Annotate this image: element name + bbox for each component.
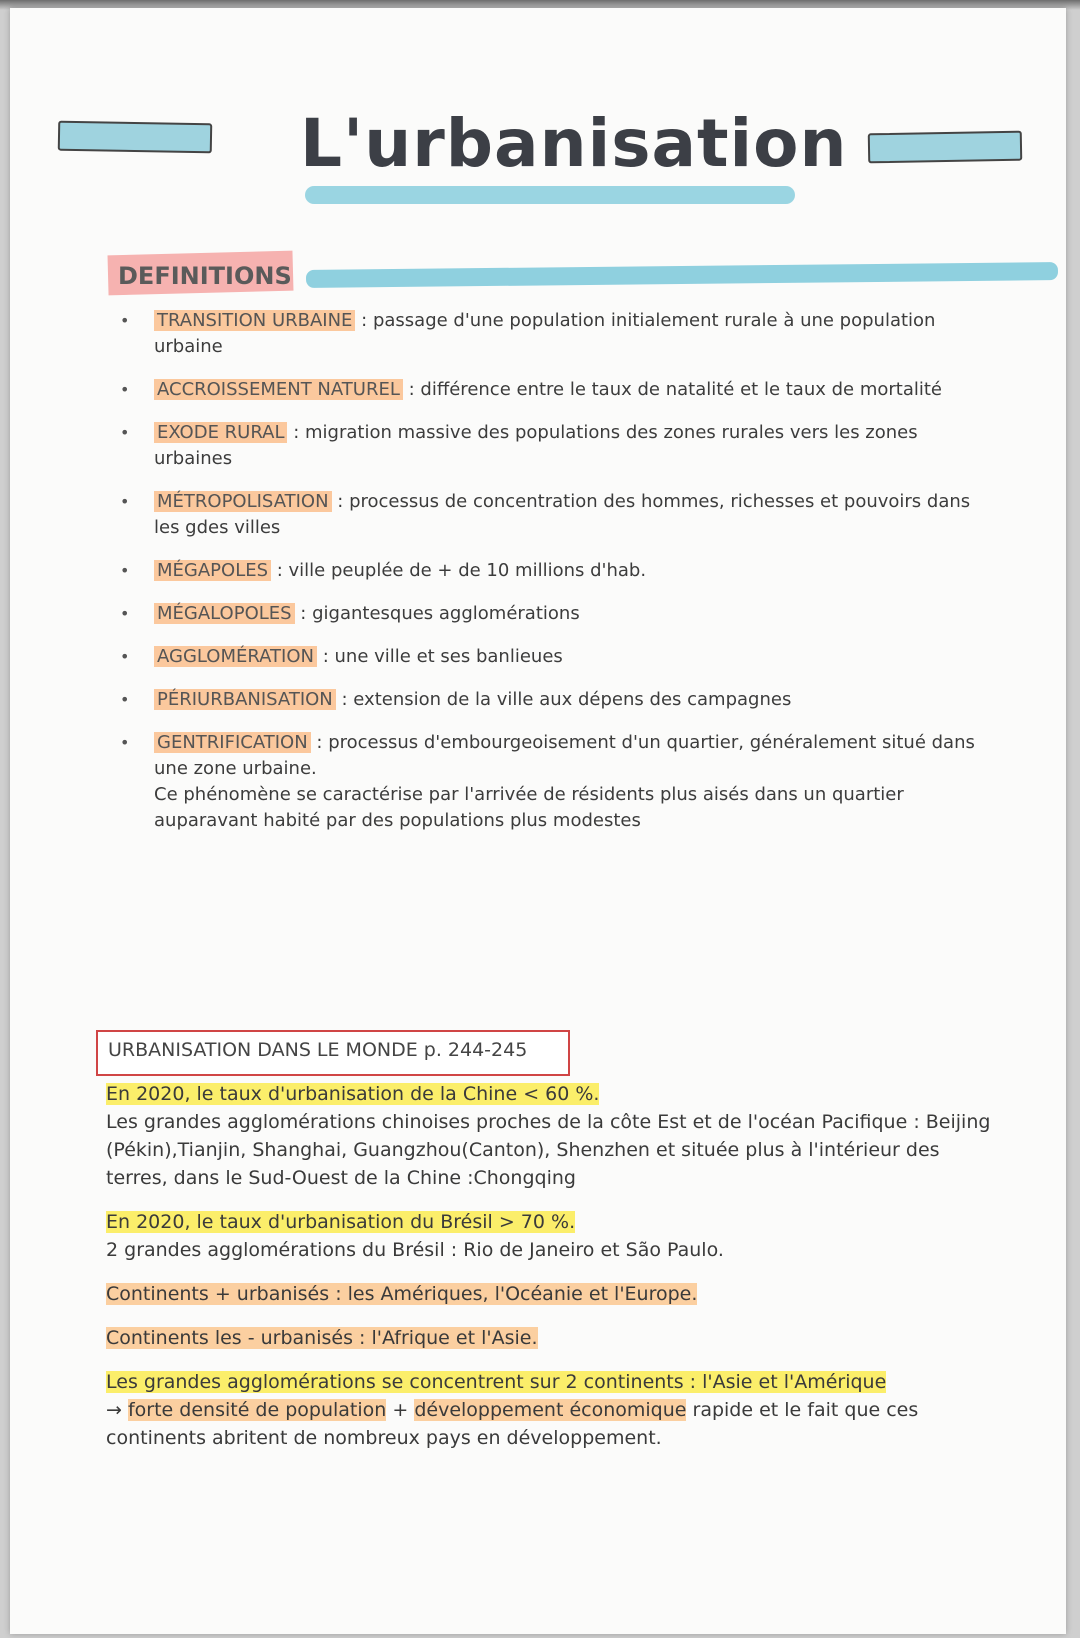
brazil-highlight: En 2020, le taux d'urbanisation du Brésil > 70 %. <box>106 1211 576 1233</box>
china-paragraph <box>106 1080 1006 1192</box>
definition-text: processus d'embourgeoisement d'un quartier, généralement situé dans une zone urbaine. <box>154 732 975 779</box>
definition-text: passage d'une population initialement rurale à une population urbaine <box>154 310 936 357</box>
definition-item: • EXODE RURAL : migration massive des populations des zones rurales vers les zones urbaines <box>120 422 918 469</box>
definition-text: différence entre le taux de natalité et le taux de mortalité <box>420 379 943 400</box>
most-urbanized-text: Continents + urbanisés : les Amériques, l'Océanie et l'Europe. <box>106 1283 698 1305</box>
concentration-highlight: Les grandes agglomérations se concentrent sur 2 continents : l'Asie et l'Amérique <box>106 1371 887 1393</box>
most-urbanized-paragraph <box>106 1280 1006 1308</box>
definitions-heading: DEFINITIONS <box>118 262 292 290</box>
development-highlight: développement économique <box>414 1399 687 1421</box>
least-urbanized-text: Continents les - urbanisés : l'Afrique et l'Asie. <box>106 1327 538 1349</box>
density-highlight: forte densité de population <box>127 1399 387 1421</box>
definition-item: • GENTRIFICATION : processus d'embourgeoisement d'un quartier, généralement situé dans une zone urbaine. Ce phénomène se caractérise par l'arrivée de résidents plus aisés dans un quartier auparavant habité par des populations plus modestes <box>110 730 980 834</box>
arrow-icon: → <box>106 1399 128 1421</box>
definition-item: • MÉGAPOLES : ville peuplée de + de 10 millions d'hab. <box>120 560 647 581</box>
definition-text: gigantesques agglomérations <box>312 603 580 624</box>
least-urbanized-paragraph <box>106 1324 1006 1352</box>
title-deco-right <box>868 131 1023 164</box>
title-deco-left <box>58 121 213 154</box>
definition-term: TRANSITION URBAINE <box>154 310 355 331</box>
definition-text: extension de la ville aux dépens des campagnes <box>353 689 792 710</box>
definition-extra-text: Ce phénomène se caractérise par l'arrivée de résidents plus aisés dans un quartier auparavant habité par des populations plus modestes <box>154 784 904 831</box>
definition-item: • PÉRIURBANISATION : extension de la ville aux dépens des campagnes <box>120 689 792 710</box>
definition-text: migration massive des populations des zones rurales vers les zones urbaines <box>154 422 918 469</box>
concentration-rest: rapide et le fait que ces continents abritent de nombreux pays en développement. <box>106 1399 919 1449</box>
page-title: L'urbanisation <box>300 105 848 182</box>
world-heading: URBANISATION DANS LE MONDE p. 244-245 <box>108 1039 528 1061</box>
world-section <box>106 1080 1006 1468</box>
definition-term: MÉTROPOLISATION <box>154 491 332 512</box>
definitions-list <box>110 308 980 851</box>
definition-term: GENTRIFICATION <box>154 732 311 753</box>
definition-item: • AGGLOMÉRATION : une ville et ses banlieues <box>120 646 563 667</box>
brazil-text: 2 grandes agglomérations du Brésil : Rio de Janeiro et São Paulo. <box>106 1239 724 1261</box>
definition-item: • ACCROISSEMENT NATUREL : différence entre le taux de natalité et le taux de mortalité <box>120 379 943 400</box>
definition-term: AGGLOMÉRATION <box>154 646 317 667</box>
definition-term: MÉGALOPOLES <box>154 603 295 624</box>
china-text: Les grandes agglomérations chinoises proches de la côte Est et de l'océan Pacifique : Beijing (Pékin),Tianjin, Shanghai, Guangzhou(Canton), Shenzhen et située plus à l'intérieur des terres, dans le Sud-Ouest de la Chine :Chongqing <box>106 1111 991 1189</box>
definition-text: ville peuplée de + de 10 millions d'hab. <box>288 560 647 581</box>
brazil-paragraph <box>106 1208 1006 1264</box>
definition-item: • TRANSITION URBAINE : passage d'une population initialement rurale à une population urbaine <box>120 310 936 357</box>
definition-item: • MÉTROPOLISATION : processus de concentration des hommes, richesses et pouvoirs dans les gdes villes <box>120 491 971 538</box>
definition-term: MÉGAPOLES <box>154 560 271 581</box>
definition-term: ACCROISSEMENT NATUREL <box>154 379 403 400</box>
definition-text: une ville et ses banlieues <box>334 646 563 667</box>
concentration-paragraph: Les grandes agglomérations se concentrent sur 2 continents : l'Asie et l'Amérique → forte densité de population + développement économique rapide et le fait que ces continents abritent de nombreux pays en développement. <box>106 1371 919 1449</box>
definition-item: • MÉGALOPOLES : gigantesques agglomérations <box>120 603 580 624</box>
china-highlight: En 2020, le taux d'urbanisation de la Chine < 60 %. <box>106 1083 600 1105</box>
title-underline <box>305 186 795 204</box>
definition-term: PÉRIURBANISATION <box>154 689 336 710</box>
definition-term: EXODE RURAL <box>154 422 287 443</box>
definition-text: processus de concentration des hommes, richesses et pouvoirs dans les gdes villes <box>154 491 971 538</box>
